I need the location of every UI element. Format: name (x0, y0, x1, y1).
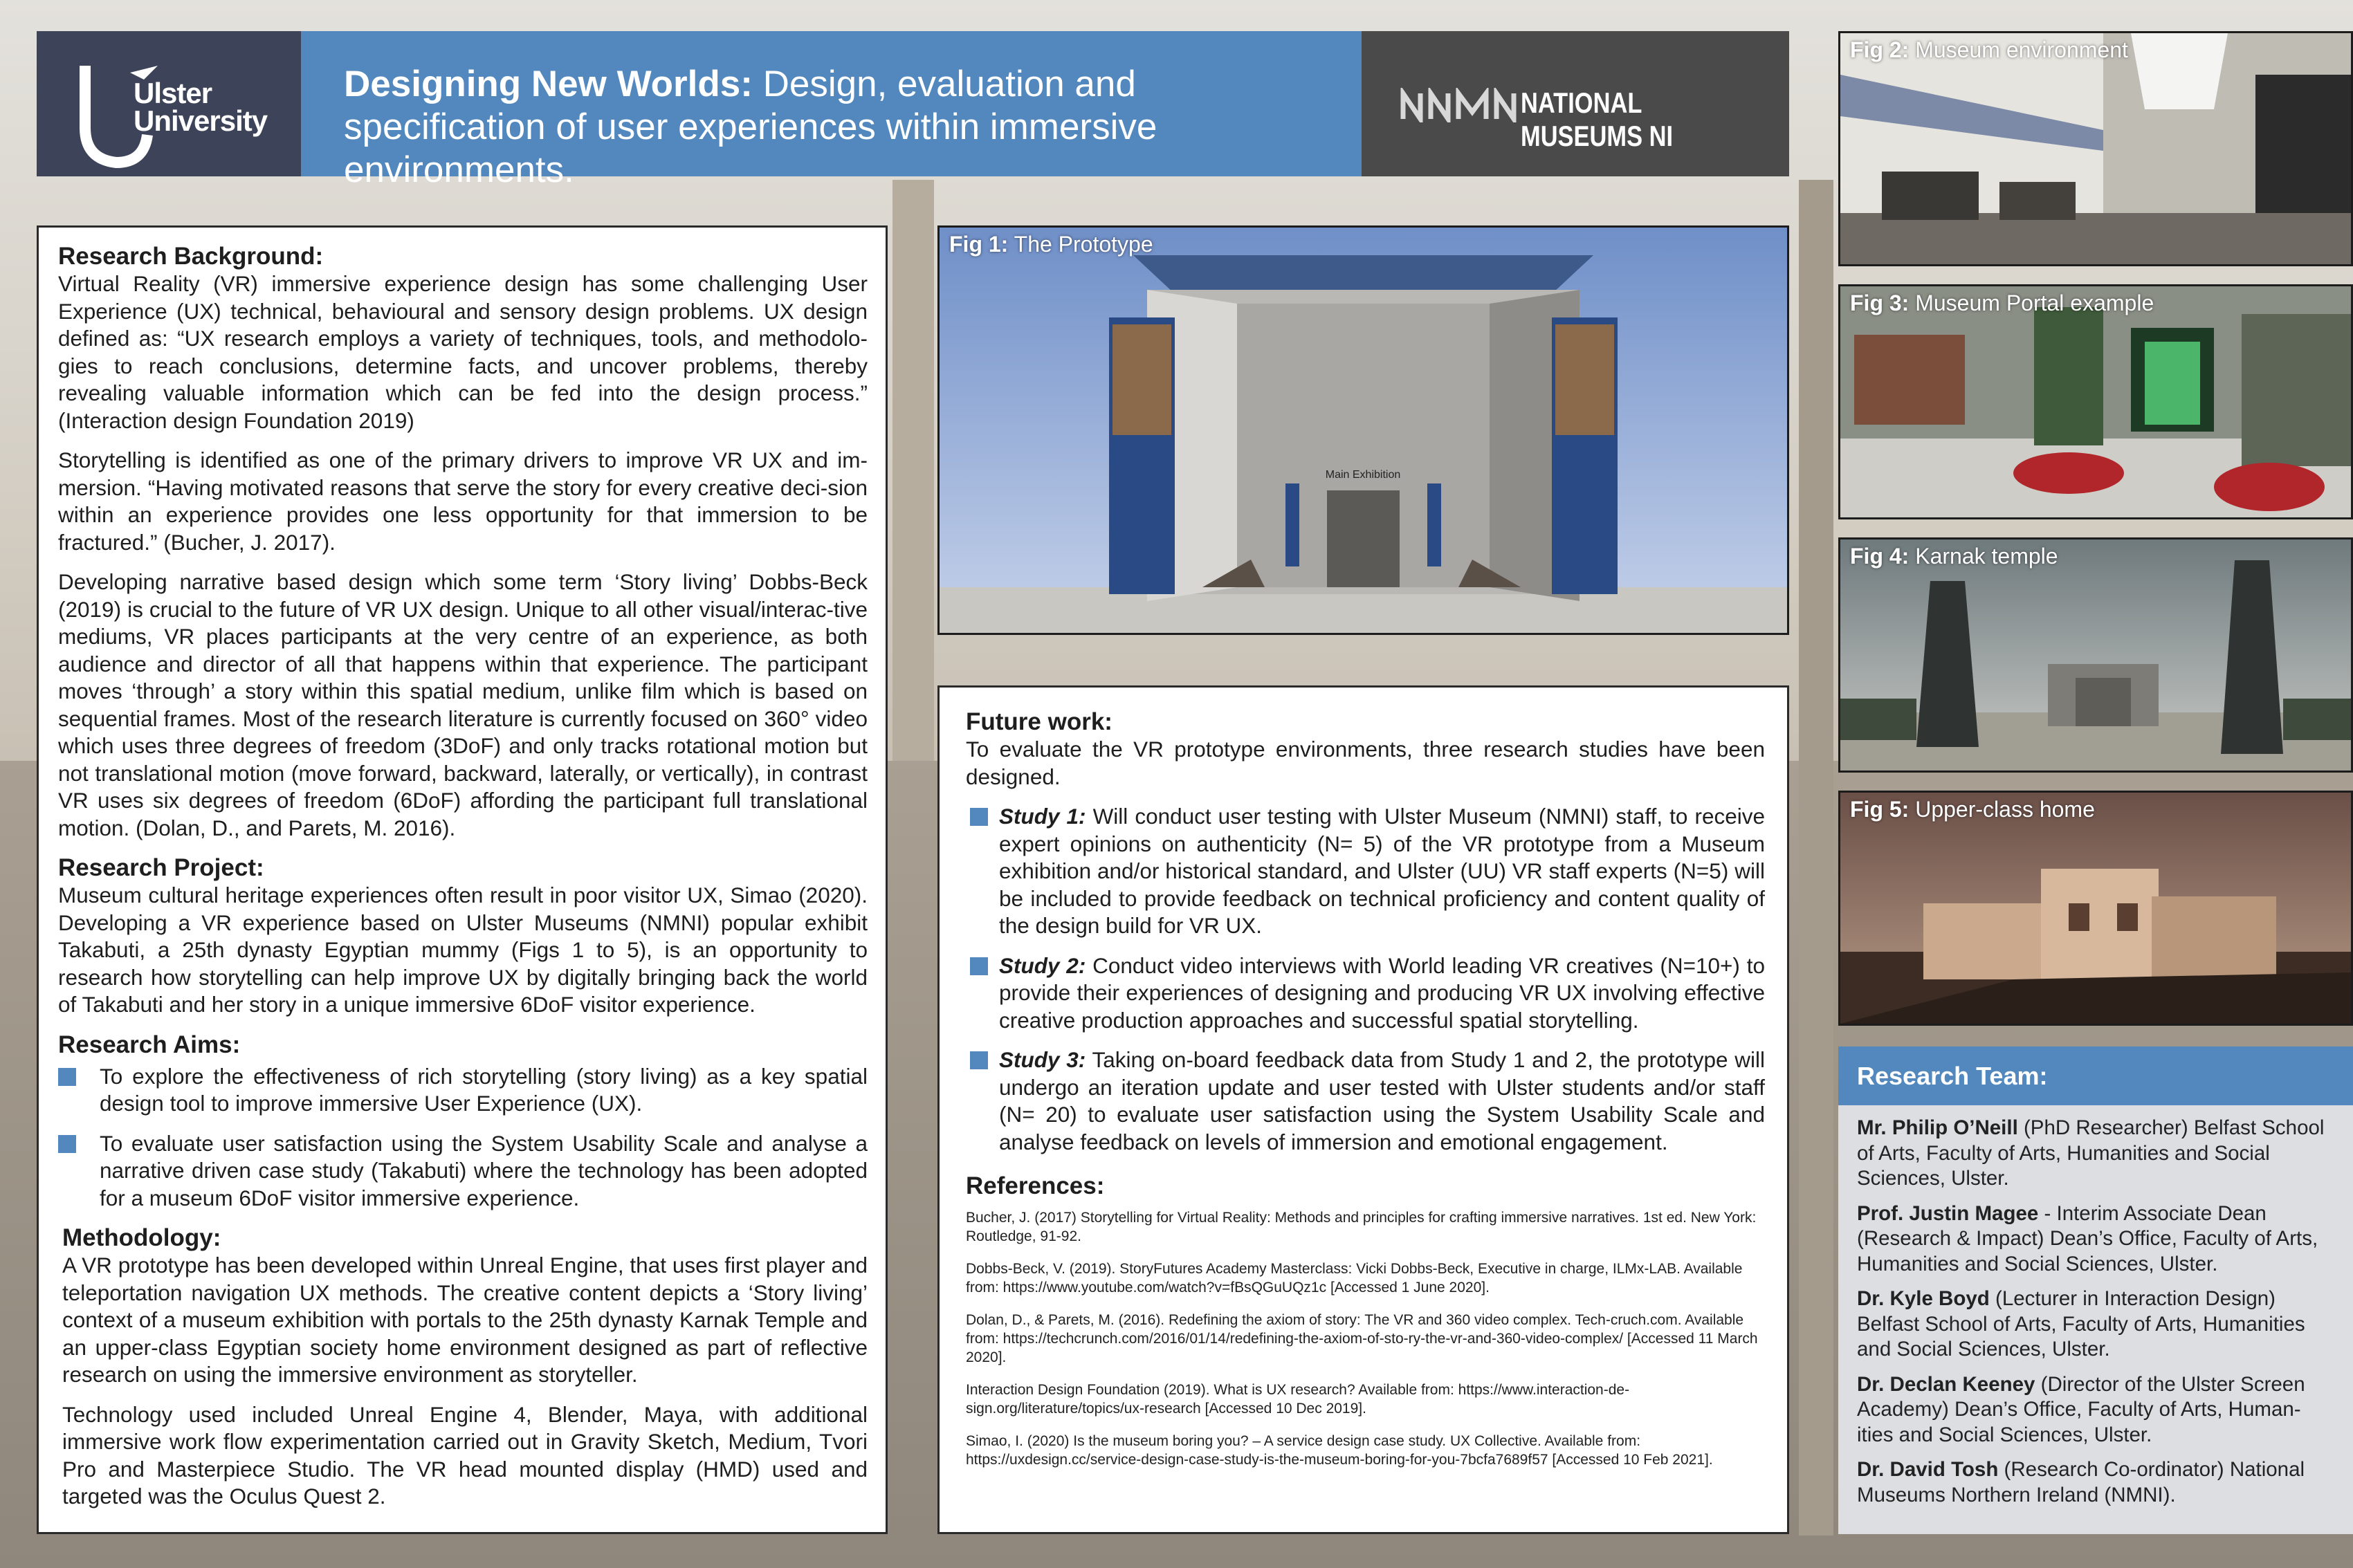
figure-1-title: The Prototype (1008, 232, 1153, 257)
team-member (1857, 1201, 2334, 1278)
ulster-university-logo (37, 31, 301, 176)
bullet-square-icon (970, 957, 988, 975)
background-wall-right (1799, 180, 1833, 1535)
figure-2-caption (1850, 37, 2128, 63)
figure-5-caption (1850, 797, 2095, 822)
project-paragraph: Museum cultural heritage experiences often result in poor visitor UX, Simao (2020). Developing a VR experience based on Ulster Museums (NMNI) popular exhibit Takabuti, a 25th dynasty Egyptian mummy (Figs 1 to 5), is an opportunity to research how storytelling can help improve UX by digitally bringing back the world of Takabuti and her story in a unique immersive 6DoF visitor experience. (58, 883, 868, 1017)
main-exhibition-sign: Main Exhibition (1325, 469, 1401, 481)
methodology-paragraph-2: Technology used included Unreal Engine 4, Blender, Maya, with additional immersive work flow experimentation carried out in Gravity Sketch, Medium, Tvori Pro and Masterpiece Studio. The VR head mounted display (HMD) used and targeted was the Oculus Quest 2. (62, 1401, 868, 1509)
figure-3-title: Museum Portal example (1909, 290, 2154, 315)
figure-1-caption (949, 232, 1153, 257)
member-name: Dr. Kyle Boyd (1857, 1287, 1990, 1310)
reference-item: Dolan, D., & Parets, M. (2016). Redefining the axiom of story: The VR and 360 video complex. Tech-cruch.com. Available from: https://techcrunch.com/2016/01/14/redefining-the-axiom-of-sto-ry-the-vr-and-360-video-complex/ [Accessed 11 March 2020]. (966, 1312, 1758, 1365)
museum-environment-image (1840, 33, 2351, 264)
figure-4-label: Fig 4: (1850, 544, 1910, 569)
methodology-paragraph-1: A VR prototype has been developed within Unreal Engine, that uses first player and teleportation navigation UX methods. The creative content depicts a ‘Story living’ context of a museum exhibition with portals to the 25th dynasty Karnak Temple and an upper-class Egyptian society home environment designed as part of reflective research on using the immersive environment as storyteller. (62, 1253, 868, 1387)
reference-item: Bucher, J. (2017) Storytelling for Virtual Reality: Methods and principles for crafting immersive narratives. 1st ed. New York: Routledge, 91-92. (966, 1210, 1757, 1244)
title-rest: Design, evaluation and specification of user experiences within immersive environments. (344, 64, 1157, 190)
bullet-square-icon (58, 1135, 76, 1153)
study-item (966, 952, 1765, 1035)
research-team-panel (1838, 1046, 2353, 1534)
aim-item (58, 1063, 868, 1118)
member-name: Dr. David Tosh (1857, 1458, 1999, 1481)
future-work-intro: To evaluate the VR prototype environments, three research studies have been designed. (966, 737, 1765, 789)
background-paragraph-2: Storytelling is identified as one of the primary drivers to improve VR UX and im-mersion. “Having motivated reasons that serve the story for every creative deci-sion within an experience provides one less opportunity for that immersion to be fractured.” (Bucher, J. 2017). (58, 448, 868, 555)
study-item (966, 1046, 1765, 1156)
references-heading: References: (966, 1172, 1105, 1199)
national-museums-logo (1362, 31, 1789, 176)
reference-item: Simao, I. (2020) Is the museum boring you? – A service design case study. UX Collective. Available from: https://uxdesign.cc/service-design-case-study-is-the-museum-boring-for-you-7bcfa7689f57 [Accessed 10 Feb 2021]. (966, 1433, 1713, 1468)
methodology-heading: Methodology: (62, 1224, 221, 1251)
research-background-heading: Research Background: (58, 243, 324, 270)
figure-1-label: Fig 1: (949, 232, 1009, 257)
karnak-temple-image (1840, 539, 2351, 771)
uni-name (134, 77, 268, 137)
team-member (1857, 1116, 2334, 1192)
museum-portal-image (1840, 286, 2351, 517)
future-work-heading: Future work: (966, 708, 1113, 735)
team-member (1857, 1457, 2334, 1508)
study-text: Conduct video interviews with World leading VR creatives (N=10+) to provide their experiences of designing and producing VR UX involving effective creative production approaches and successful spatial storytelling. (999, 952, 1765, 1033)
figure-3-caption (1850, 290, 2154, 316)
figure-2-museum-environment (1838, 31, 2353, 266)
poster-title (344, 63, 1334, 192)
figure-2-label: Fig 2: (1850, 37, 1910, 62)
title-bold: Designing New Worlds: (344, 64, 753, 104)
nmni-mark-icon (1400, 88, 1524, 122)
prototype-render-image (940, 228, 1787, 633)
team-member (1857, 1372, 2334, 1448)
background-paragraph-1: Virtual Reality (VR) immersive experience design has some challenging User Experience (UX) technical, behavioural and sensory design problems. UX design defined as: “UX research employs a variety of techniques, tools, and methodolo-gies to reach conclusions, determine facts, and uncover problems, thereby revealing valuable information which can be fed into the design process.” (Interaction design Foundation 2019) (58, 271, 868, 433)
bullet-square-icon (58, 1068, 76, 1086)
research-team-header (1838, 1046, 2353, 1105)
study-label: Study 1: (999, 804, 1086, 829)
future-work-panel (937, 685, 1789, 1534)
aim-item (58, 1130, 868, 1212)
figure-4-caption (1850, 544, 2058, 569)
research-team-heading: Research Team: (1857, 1062, 2048, 1090)
aim-text: To evaluate user satisfaction using the System Usability Scale and analyse a narrative driven case study (Takabuti) where the technology has been adopted for a museum 6DoF visitor immersive experience. (100, 1130, 868, 1210)
background-paragraph-3: Developing narrative based design which some term ‘Story living’ Dobbs-Beck (2019) is crucial to the future of VR UX design. Unique to all other visual/interac-tive mediums, VR places participants at the very centre of an experience, as both audience and director of all that happens within that experience. The participant moves ‘through’ a story within this spatial medium, unlike film which is based on sequential frames. Most of the research literature is currently focused on 360° video which uses three degrees of freedom (3DoF) and only tracks rotational motion but not translational motion (move forward, backward, laterally, or vertically), in contrast VR uses six degrees of freedom (6DoF) affording the participant full translational motion. (Dolan, D., and Parets, M. 2016). (58, 569, 868, 840)
uni-name-line1: Ulster (134, 77, 212, 109)
study-label: Study 2: (999, 952, 1086, 978)
poster-title-banner (301, 31, 1362, 190)
member-role: (Director of the Ulster Screen Academy) Dean’s Office, Faculty of Arts, Human-ities and Social Sciences, Ulster. (1857, 1372, 2305, 1446)
member-role: - Interim Associate Dean (Research & Impact) Dean’s Office, Faculty of Arts, Humanities and Social Sciences, Ulster. (1857, 1201, 2318, 1275)
reference-item: Interaction Design Foundation (2019). What is UX research? Available from: https://www.interaction-de-sign.org/literature/topics/ux-research [Accessed 10 Dec 2019]. (966, 1382, 1630, 1417)
bullet-square-icon (970, 1051, 988, 1069)
figure-5-title: Upper-class home (1909, 797, 2095, 822)
partner-name: NATIONAL MUSEUMS NI (1521, 86, 1674, 152)
team-member (1857, 1286, 2334, 1363)
reference-item: Dobbs-Beck, V. (2019). StoryFutures Academy Masterclass: Vicki Dobbs-Beck, Executive in charge, ILMx-LAB. Available from: https://www.youtube.com/watch?v=fBsQGuUQz1c [Accessed 1 June 2020]. (966, 1261, 1743, 1295)
study-text: Will conduct user testing with Ulster Museum (NMNI) staff, to receive expert opinions on authenticity (N= 5) of the VR prototype from a Museum exhibition and/or historical standard, and Ulster (UU) VR staff experts (N=5) will be included to provide feedback on technical proficiency and content quality of the design build for VR UX. (999, 804, 1765, 938)
member-name: Prof. Justin Magee (1857, 1201, 2039, 1225)
left-text-panel (37, 225, 888, 1534)
study-item (966, 803, 1765, 940)
figure-2-title: Museum environment (1909, 37, 2128, 62)
member-name: Dr. Declan Keeney (1857, 1372, 2035, 1396)
upper-class-home-image (1840, 793, 2351, 1024)
member-name: Mr. Philip O’Neill (1857, 1116, 2018, 1139)
member-role: (Lecturer in Interaction Design) Belfast School of Arts, Faculty of Arts, Humanities and Social Sciences, Ulster. (1857, 1287, 2305, 1361)
figure-3-label: Fig 3: (1850, 290, 1910, 315)
uni-name-line2: University (134, 104, 268, 137)
figure-3-portal-example (1838, 284, 2353, 519)
figure-1-prototype (937, 225, 1789, 635)
figure-5-upper-class-home (1838, 791, 2353, 1026)
member-role: (PhD Researcher) Belfast School of Arts, Faculty of Arts, Humanities and Social Sciences, Ulster. (1857, 1116, 2325, 1190)
bullet-square-icon (970, 808, 988, 826)
aim-text: To explore the effectiveness of rich storytelling (story living) as a key spatial design tool to improve immersive User Experience (UX). (100, 1063, 868, 1116)
member-role: (Research Co-ordinator) National Museums Northern Ireland (NMNI). (1857, 1458, 2305, 1506)
study-text: Taking on-board feedback data from Study 1 and 2, the prototype will undergo an iteration update and user tested with Ulster students and/or staff (N= 20) to evaluate user satisfaction using the System Usability Scale and analyse feedback on levels of immersion and emotional engagement. (999, 1047, 1765, 1154)
research-aims-heading: Research Aims: (58, 1031, 241, 1058)
study-label: Study 3: (999, 1047, 1086, 1072)
figure-4-karnak-temple (1838, 537, 2353, 773)
team-member-list (1857, 1116, 2334, 1518)
figure-5-label: Fig 5: (1850, 797, 1910, 822)
figure-4-title: Karnak temple (1909, 544, 2058, 569)
research-project-heading: Research Project: (58, 854, 264, 881)
